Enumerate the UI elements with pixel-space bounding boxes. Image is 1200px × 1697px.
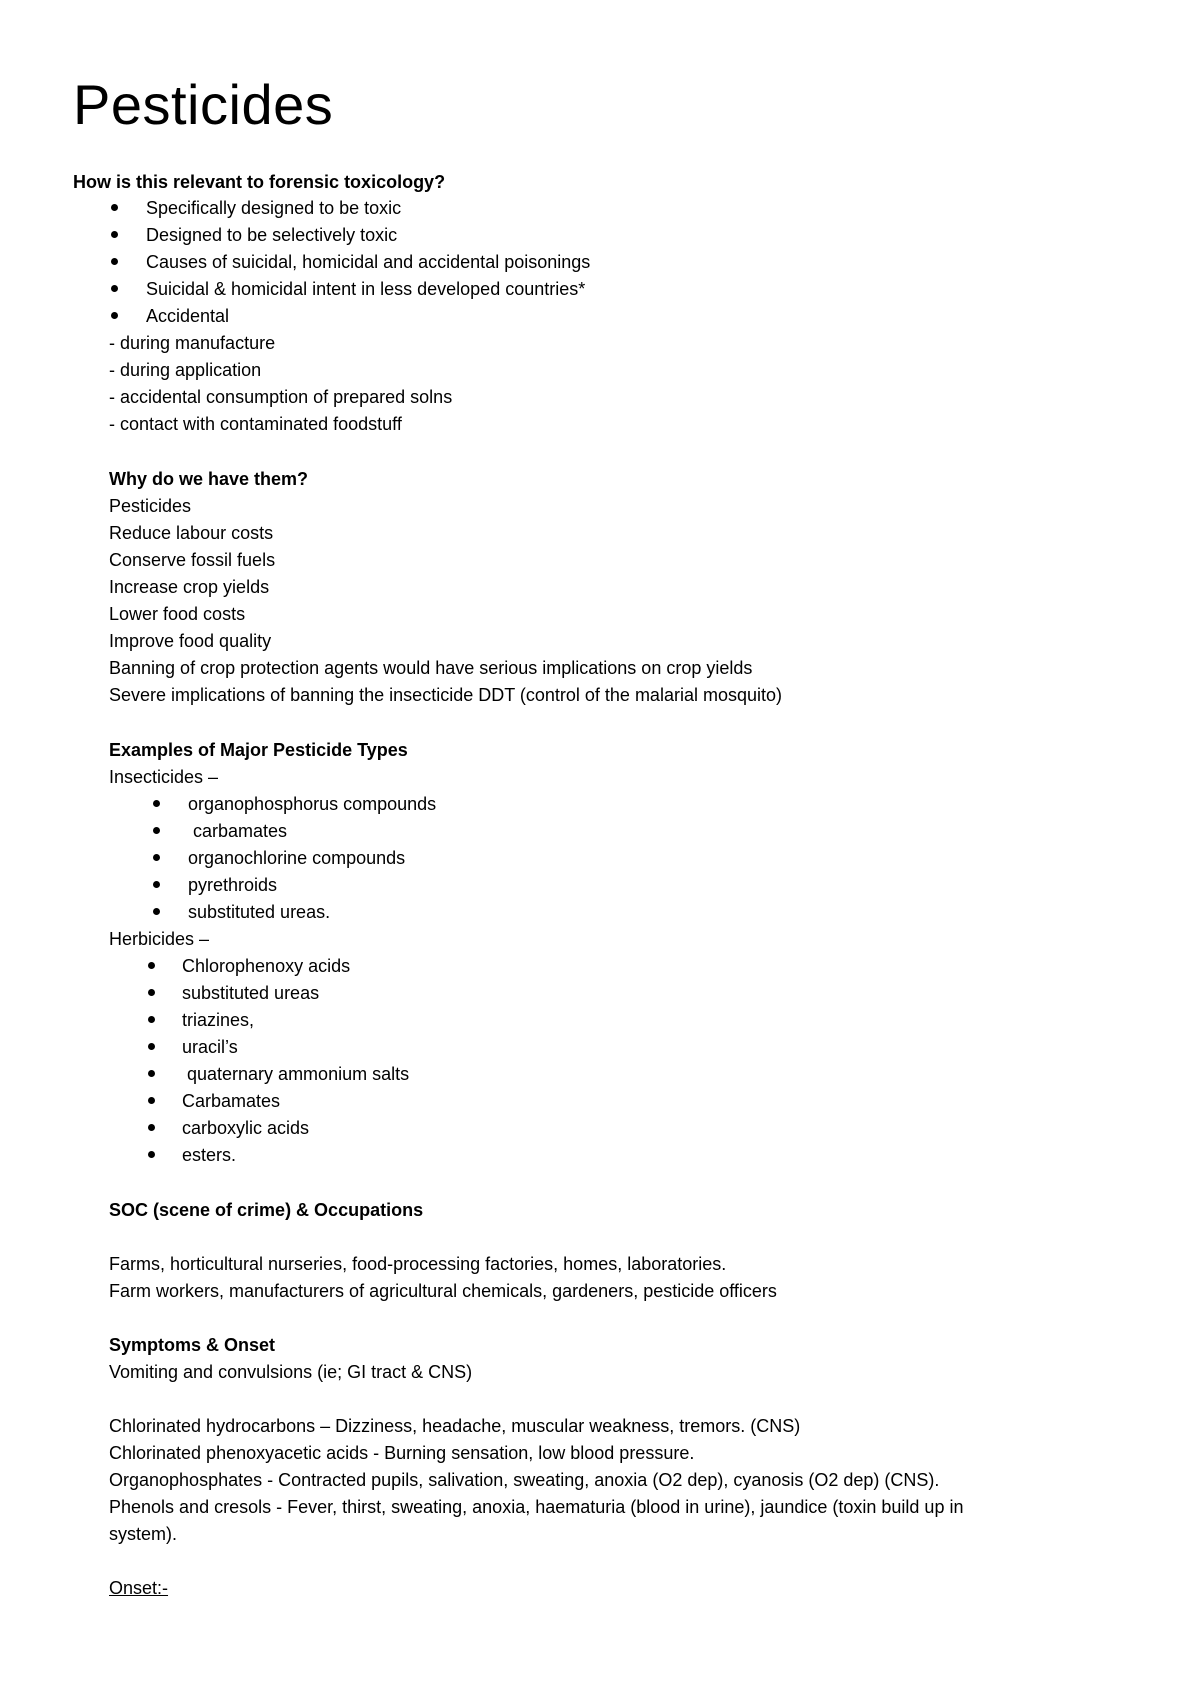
relevance-bullet: Causes of suicidal, homicidal and accidental poisonings	[146, 252, 591, 272]
why-line: Lower food costs	[109, 604, 246, 624]
bullet-icon	[148, 1043, 155, 1050]
herbicide-item: substituted ureas	[182, 983, 320, 1003]
symptoms-heading: Symptoms & Onset	[109, 1335, 276, 1355]
why-line: Increase crop yields	[109, 577, 270, 597]
herbicide-item: Chlorophenoxy acids	[182, 956, 351, 976]
symptom-line: Organophosphates - Contracted pupils, salivation, sweating, anoxia (O2 dep), cyanosis (O2 dep) (CNS).	[109, 1470, 940, 1490]
symptom-line: Chlorinated phenoxyacetic acids - Burning sensation, low blood pressure.	[109, 1443, 695, 1463]
relevance-bullet: Designed to be selectively toxic	[146, 225, 398, 245]
herbicides-label: Herbicides –	[109, 929, 210, 949]
symptom-line: Phenols and cresols - Fever, thirst, sweating, anoxia, haematuria (blood in urine), jaundice (toxin build up in	[109, 1497, 964, 1517]
insecticides-label: Insecticides –	[109, 767, 219, 787]
bullet-icon	[111, 285, 118, 292]
page-title: Pesticides	[73, 73, 334, 136]
bullet-icon	[148, 989, 155, 996]
symptoms-intro: Vomiting and convulsions (ie; GI tract & CNS)	[109, 1362, 473, 1382]
bullet-icon	[111, 231, 118, 238]
relevance-bullet: Accidental	[146, 306, 230, 326]
bullet-icon	[148, 1097, 155, 1104]
why-line: Conserve fossil fuels	[109, 550, 276, 570]
relevance-dash-item: - accidental consumption of prepared solns	[109, 387, 453, 407]
relevance-bullet: Specifically designed to be toxic	[146, 198, 402, 218]
soc-line: Farms, horticultural nurseries, food-processing factories, homes, laboratories.	[109, 1254, 727, 1274]
why-line: Banning of crop protection agents would have serious implications on crop yields	[109, 658, 753, 678]
why-line: Reduce labour costs	[109, 523, 274, 543]
examples-heading: Examples of Major Pesticide Types	[109, 740, 408, 760]
soc-heading: SOC (scene of crime) & Occupations	[109, 1200, 424, 1220]
bullet-icon	[148, 1151, 155, 1158]
relevance-dash-item: - during manufacture	[109, 333, 276, 353]
relevance-dash-item: - contact with contaminated foodstuff	[109, 414, 402, 434]
relevance-dash-item: - during application	[109, 360, 262, 380]
bullet-icon	[111, 204, 118, 211]
insecticide-item: organophosphorus compounds	[188, 794, 437, 814]
herbicide-item: Carbamates	[182, 1091, 281, 1111]
bullet-icon	[148, 1124, 155, 1131]
why-line: Pesticides	[109, 496, 192, 516]
insecticide-item: pyrethroids	[188, 875, 278, 895]
relevance-heading: How is this relevant to forensic toxicology?	[73, 172, 446, 192]
herbicide-item: uracil’s	[182, 1037, 238, 1057]
relevance-bullet: Suicidal & homicidal intent in less developed countries*	[146, 279, 586, 299]
bullet-icon	[153, 827, 160, 834]
herbicide-item: esters.	[182, 1145, 237, 1165]
bullet-icon	[111, 312, 118, 319]
bullet-icon	[148, 962, 155, 969]
insecticide-item: carbamates	[188, 821, 288, 841]
bullet-icon	[148, 1016, 155, 1023]
insecticide-item: organochlorine compounds	[188, 848, 406, 868]
herbicide-item: carboxylic acids	[182, 1118, 310, 1138]
bullet-icon	[153, 881, 160, 888]
symptom-line: Chlorinated hydrocarbons – Dizziness, headache, muscular weakness, tremors. (CNS)	[109, 1416, 801, 1436]
bullet-icon	[111, 258, 118, 265]
onset-heading: Onset:-	[109, 1578, 169, 1598]
insecticide-item: substituted ureas.	[188, 902, 331, 922]
why-line: Severe implications of banning the insecticide DDT (control of the malarial mosquito)	[109, 685, 782, 705]
why-heading: Why do we have them?	[109, 469, 309, 489]
soc-line: Farm workers, manufacturers of agricultural chemicals, gardeners, pesticide officers	[109, 1281, 777, 1301]
bullet-icon	[153, 800, 160, 807]
bullet-icon	[153, 854, 160, 861]
symptom-line: system).	[109, 1524, 178, 1544]
herbicide-item: triazines,	[182, 1010, 255, 1030]
bullet-icon	[153, 908, 160, 915]
herbicide-item: quaternary ammonium salts	[182, 1064, 410, 1084]
bullet-icon	[148, 1070, 155, 1077]
why-line: Improve food quality	[109, 631, 272, 651]
